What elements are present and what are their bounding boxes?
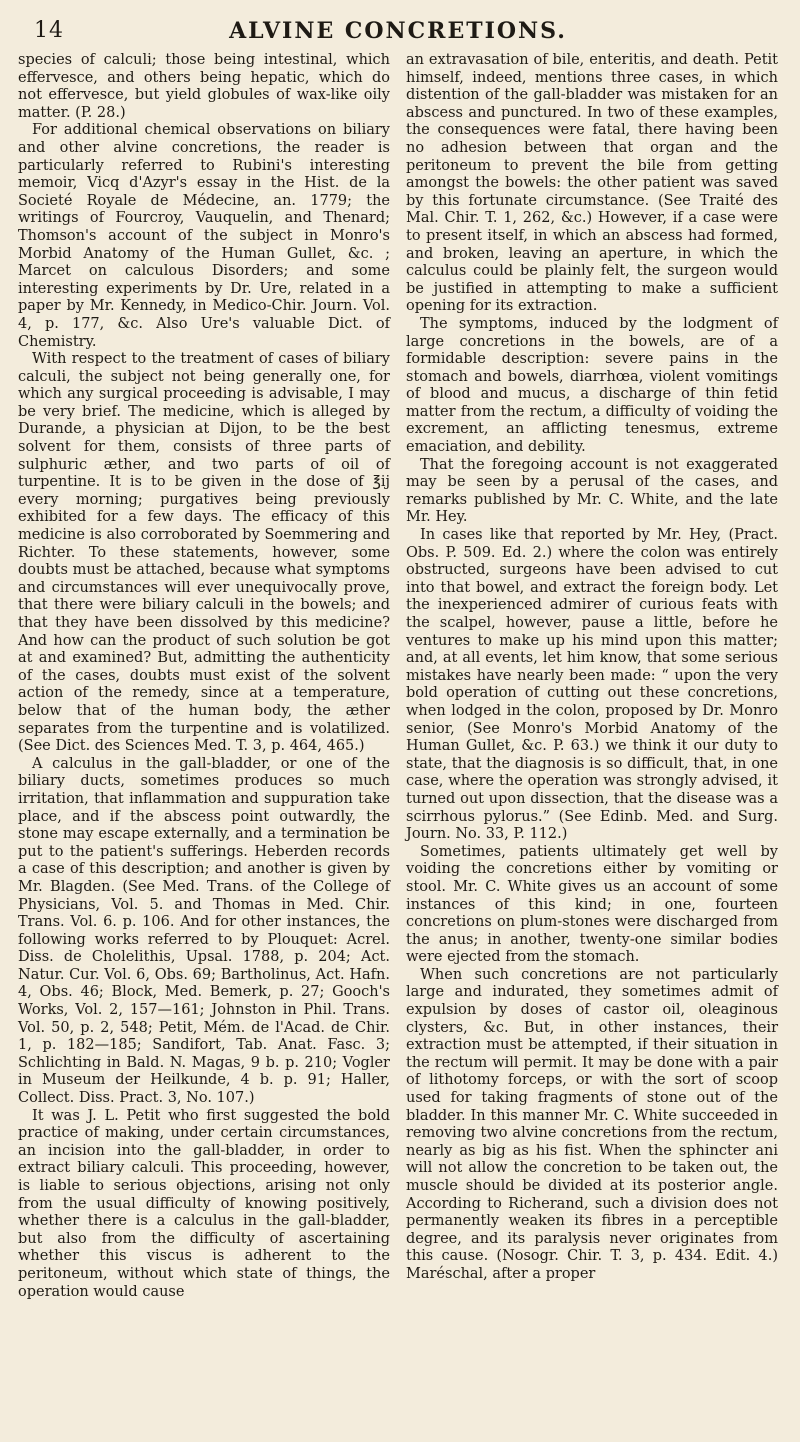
- paragraph: The symptoms, induced by the lodgment of large concretions in the bowels, are of a formidable description: severe pains in the stomach and bowels, diarrhœa, violent vomitings of blood and mucus, a discharge of thin fetid matter from the rectum, a difficulty of voiding the excrement, an afflicting tenesmus, extreme emaciation, and debility.: [406, 315, 778, 456]
- paragraph: For additional chemical observations on biliary and other alvine concretions, the reader is particularly referred to Rubini's interesting memoir, Vicq d'Azyr's essay in the Hist. de la Societé Royale de Médecine, an. 1779; the writings of Fourcroy, Vauquelin, and Thenard; Thomson's account of the subject in Monro's Morbid Anatomy of the Human Gullet, &c. ; Marcet on calculous Disorders; and some interesting experiments by Dr. Ure, related in a paper by Mr. Kennedy, in Medico-Chir. Journ. Vol. 4, p. 177, &c. Also Ure's valuable Dict. of Chemistry.: [18, 122, 390, 350]
- page-number: 14: [34, 18, 64, 43]
- page-header: [18, 18, 778, 46]
- paragraph: A calculus in the gall-bladder, or one of the biliary ducts, sometimes produces so much irritation, that inflammation and suppuration take place, and if the abscess point outwardly, the stone may escape externally, and a termination be put to the patient's sufferings. Heberden records a case of this description; and another is given by Mr. Blagden. (See Med. Trans. of the College of Physicians, Vol. 5. and Thomas in Med. Chir. Trans. Vol. 6. p. 106. And for other instances, the following works referred to by Plouquet: Acrel. Diss. de Cholelithis, Upsal. 1788, p. 204; Act. Natur. Cur. Vol. 6, Obs. 69; Bartholinus, Act. Hafn. 4, Obs. 46; Block, Med. Bemerk, p. 27; Gooch's Works, Vol. 2, 157—161; Johnston in Phil. Trans. Vol. 50, p. 2, 548; Petit, Mém. de l'Acad. de Chir. 1, p. 182—185; Sandifort, Tab. Anat. Fasc. 3; Schlichting in Bald. N. Magas, 9 b. p. 210; Vogler in Museum der Heilkunde, 4 b. p. 91; Haller, Collect. Diss. Pract. 3, No. 107.): [18, 755, 390, 1107]
- paragraph: When such concretions are not particularly large and indurated, they sometimes admit of expulsion by doses of castor oil, oleaginous clysters, &c. But, in other instances, their extraction must be attempted, if their situation in the rectum will permit. It may be done with a pair of lithotomy forceps, or with the sort of scoop used for taking fragments of stone out of the bladder. In this manner Mr. C. White succeeded in removing two alvine concretions from the rectum, nearly as big as his fist. When the sphincter ani will not allow the concretion to be taken out, the muscle should be divided at its posterior angle. According to Richerand, such a division does not permanently weaken its fibres in a perceptible degree, and its paralysis never originates from this cause. (Nosogr. Chir. T. 3, p. 434. Edit. 4.) Maréschal, after a proper: [406, 966, 778, 1282]
- left-column: [18, 52, 390, 1301]
- paragraph: an extravasation of bile, enteritis, and death. Petit himself, indeed, mentions three cases, in which distention of the gall-bladder was mistaken for an abscess and punctured. In two of these examples, the consequences were fatal, there having been no adhesion between that organ and the peritoneum to prevent the bile from getting amongst the bowels: the other patient was saved by this fortunate circumstance. (See Traité des Mal. Chir. T. 1, 262, &c.) However, if a case were to present itself, in which an abscess had formed, and broken, leaving an aperture, in which the calculus could be plainly felt, the surgeon would be justified in attempting to make a sufficient opening for its extraction.: [406, 52, 778, 315]
- paragraph: With respect to the treatment of cases of biliary calculi, the subject not being generally one, for which any surgical proceeding is advisable, I may be very brief. The medicine, which is alleged by Durande, a physician at Dijon, to be the best solvent for them, consists of three parts of sulphuric æther, and two parts of oil of turpentine. It is to be given in the dose of ℥ij every morning; purgatives being previously exhibited for a few days. The efficacy of this medicine is also corroborated by Soemmering and Richter. To these statements, however, some doubts must be attached, because what symptoms and circumstances will ever unequivocally prove, that there were biliary calculi in the bowels; and that they have been dissolved by this medicine? And how can the product of such solution be got at and examined? But, admitting the authenticity of the cases, doubts must exist of the solvent action of the remedy, since at a temperature, below that of the human body, the æther separates from the turpentine and is volatilized. (See Dict. des Sciences Med. T. 3, p. 464, 465.): [18, 351, 390, 755]
- paragraph: It was J. L. Petit who first suggested the bold practice of making, under certain circumstances, an incision into the gall-bladder, in order to extract biliary calculi. This proceeding, however, is liable to serious objections, arising not only from the usual difficulty of knowing positively, whether there is a calculus in the gall-bladder, but also from the difficulty of ascertaining whether this viscus is adherent to the peritoneum, without which state of things, the operation would cause: [18, 1107, 390, 1300]
- running-head: ALVINE CONCRETIONS.: [229, 18, 567, 44]
- paragraph: species of calculi; those being intestinal, which effervesce, and others being hepatic, which do not effervesce, but yield globules of wax-like oily matter. (P. 28.): [18, 52, 390, 121]
- text-columns: [18, 52, 778, 1301]
- right-column: [406, 52, 778, 1301]
- paragraph: In cases like that reported by Mr. Hey, (Pract. Obs. P. 509. Ed. 2.) where the colon was entirely obstructed, surgeons have been advised to cut into that bowel, and extract the foreign body. Let the inexperienced admirer of curious feats with the scalpel, however, pause a little, before he ventures to make up his mind upon this matter; and, at all events, let him know, that some serious mistakes have nearly been made: “ upon the very bold operation of cutting out these concretions, when lodged in the colon, proposed by Dr. Monro senior, (See Monro's Morbid Anatomy of the Human Gullet, &c. P. 63.) we think it our duty to state, that the diagnosis is so difficult, that, in one case, where the operation was strongly advised, it turned out upon dissection, that the disease was a scirrhous pylorus.” (See Edinb. Med. and Surg. Journ. No. 33, P. 112.): [406, 527, 778, 843]
- paragraph: Sometimes, patients ultimately get well by voiding the concretions either by vomiting or stool. Mr. C. White gives us an account of some instances of this kind; in one, fourteen concretions on plum-stones were discharged from the anus; in another, twenty-one similar bodies were ejected from the stomach.: [406, 843, 778, 966]
- paragraph: That the foregoing account is not exaggerated may be seen by a perusal of the cases, and remarks published by Mr. C. White, and the late Mr. Hey.: [406, 456, 778, 526]
